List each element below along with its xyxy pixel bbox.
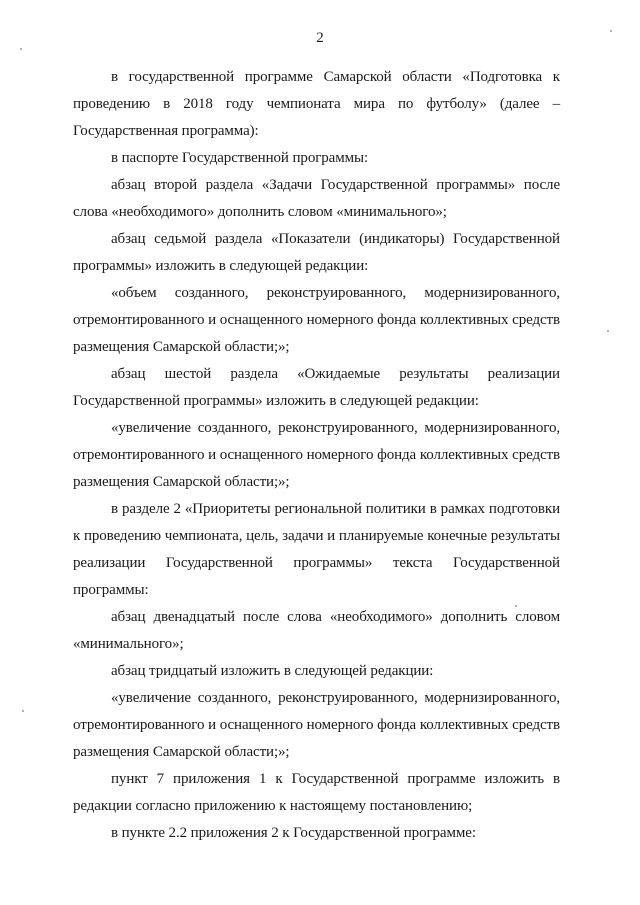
page-number: 2 [316,30,324,46]
paragraph: в паспорте Государственной программы: [111,150,369,166]
paragraph: «увеличение созданного, реконструированного, модернизированного, отремонтированного и оснащенного номерного фонда коллективных средств размещения Самарской области;»; [73,690,560,760]
scan-speck [610,30,612,32]
scan-speck [22,710,24,712]
paragraph: в пункте 2.2 приложения 2 к Государственной программе: [111,825,476,841]
paragraph: абзац седьмой раздела «Показатели (индикаторы) Государственной программы» изложить в следующей редакции: [73,231,560,274]
paragraph: абзац двенадцатый после слова «необходимого» дополнить словом «минимального»; [73,609,560,652]
paragraph: в разделе 2 «Приоритеты региональной политики в рамках подготовки к проведению чемпионата, цель, задачи и планируемые конечные результаты реализации Государственной программы» текста Государственной программы: [73,501,560,598]
scan-speck [20,48,22,50]
paragraph: абзац второй раздела «Задачи Государственной программы» после слова «необходимого» дополнить словом «минимального»; [73,177,560,220]
paragraph: абзац шестой раздела «Ожидаемые результаты реализации Государственной программы» изложить в следующей редакции: [73,366,560,409]
paragraph: пункт 7 приложения 1 к Государственной программе изложить в редакции согласно приложению к настоящему постановлению; [73,771,560,814]
paragraph: абзац тридцатый изложить в следующей редакции: [111,663,434,679]
scan-speck [607,330,609,332]
document-body [73,64,560,847]
scan-speck [515,605,517,607]
paragraph: «увеличение созданного, реконструированного, модернизированного, отремонтированного и оснащенного номерного фонда коллективных средств размещения Самарской области;»; [73,420,560,490]
paragraph: в государственной программе Самарской области «Подготовка к проведению в 2018 году чемпионата мира по футболу» (далее – Государственная программа): [73,69,560,139]
paragraph: «объем созданного, реконструированного, модернизированного, отремонтированного и оснащенного номерного фонда коллективных средств размещения Самарской области;»; [73,285,560,355]
